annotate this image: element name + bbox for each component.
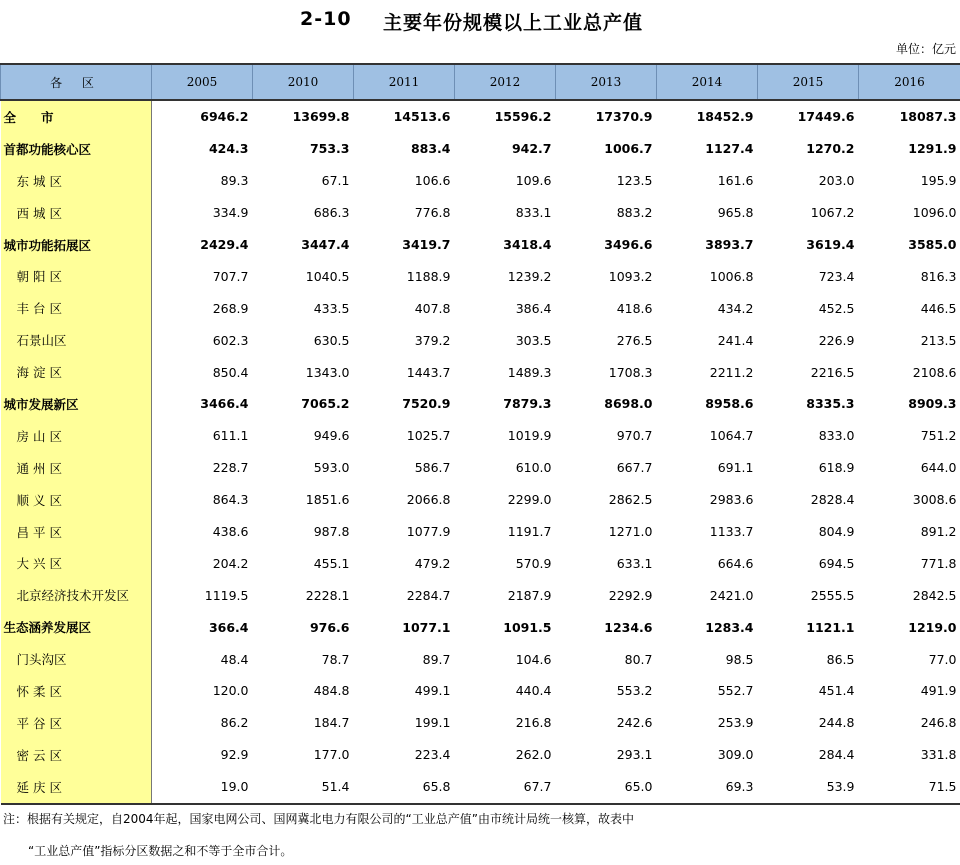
data-table (0, 63, 960, 805)
table-row (1, 547, 960, 579)
row-value-cell: 965.8 (717, 205, 754, 221)
row-value-cell: 86.5 (826, 651, 855, 667)
header-year: 2010 (253, 64, 354, 100)
row-value-cell: 1040.5 (305, 268, 350, 284)
row-value-cell: 2228.1 (305, 587, 350, 603)
table-row (1, 324, 960, 356)
row-value-cell: 644.0 (920, 460, 957, 476)
row-region-name: 海 淀 区 (1, 356, 152, 388)
row-value-cell: 2862.5 (608, 492, 653, 508)
row-region-name: 东 城 区 (1, 165, 152, 197)
row-value-cell: 686.3 (313, 205, 350, 221)
table-row (1, 516, 960, 548)
row-value-cell: 1191.7 (507, 524, 552, 540)
row-region-name: 平 谷 区 (1, 707, 152, 739)
table-row (1, 197, 960, 229)
row-value-cell: 8909.3 (908, 396, 957, 412)
row-value-cell: 2284.7 (406, 587, 451, 603)
row-value-cell: 776.8 (414, 205, 451, 221)
row-value-cell: 707.7 (212, 268, 249, 284)
row-value-cell: 446.5 (920, 300, 957, 316)
row-value-cell: 123.5 (616, 173, 653, 189)
row-value-cell: 104.6 (515, 651, 552, 667)
row-value-cell: 1077.9 (406, 524, 451, 540)
row-value-cell: 1006.8 (709, 268, 754, 284)
row-value-cell: 8335.3 (806, 396, 855, 412)
row-value-cell: 883.2 (616, 205, 653, 221)
table-row (1, 643, 960, 675)
table-row (1, 739, 960, 771)
row-value-cell: 177.0 (313, 747, 350, 763)
row-value-cell: 2421.0 (709, 587, 754, 603)
row-value-cell: 216.8 (515, 715, 552, 731)
row-region-name: 密 云 区 (1, 739, 152, 771)
header-year: 2014 (657, 64, 758, 100)
row-value-cell: 552.7 (717, 683, 754, 699)
row-value-cell: 18087.3 (899, 109, 957, 125)
row-value-cell: 433.5 (313, 300, 350, 316)
header-region: 各 区 (1, 64, 152, 100)
row-value-cell: 1489.3 (507, 364, 552, 380)
row-value-cell: 2066.8 (406, 492, 451, 508)
row-value-cell: 15596.2 (494, 109, 552, 125)
row-value-cell: 262.0 (515, 747, 552, 763)
row-value-cell: 242.6 (616, 715, 653, 731)
row-value-cell: 246.8 (920, 715, 957, 731)
row-value-cell: 3619.4 (806, 237, 855, 252)
row-value-cell: 89.3 (220, 173, 249, 189)
row-value-cell: 804.9 (818, 524, 855, 540)
row-value-cell: 65.0 (556, 771, 657, 804)
row-value-cell: 816.3 (920, 268, 957, 284)
row-value-cell: 7879.3 (503, 396, 552, 412)
table-row (1, 133, 960, 165)
row-value-cell: 987.8 (313, 524, 350, 540)
row-value-cell: 2842.5 (912, 587, 957, 603)
row-region-name: 通 州 区 (1, 452, 152, 484)
row-value-cell: 499.1 (414, 683, 451, 699)
row-value-cell: 226.9 (818, 332, 855, 348)
row-value-cell: 18452.9 (696, 109, 754, 125)
table-number: 2-10 (300, 8, 352, 30)
row-region-name: 朝 阳 区 (1, 260, 152, 292)
row-value-cell: 3008.6 (912, 492, 957, 508)
row-region-name: 生态涵养发展区 (1, 611, 152, 643)
row-value-cell: 610.0 (515, 460, 552, 476)
row-value-cell: 691.1 (717, 460, 754, 476)
row-value-cell: 1067.2 (810, 205, 855, 221)
table-row (1, 675, 960, 707)
row-value-cell: 850.4 (212, 364, 249, 380)
row-value-cell: 1234.6 (604, 619, 653, 635)
row-value-cell: 2429.4 (200, 237, 249, 252)
row-region-name: 房 山 区 (1, 420, 152, 452)
row-value-cell: 71.5 (859, 771, 960, 804)
row-value-cell: 2828.4 (810, 492, 855, 508)
row-value-cell: 2108.6 (912, 364, 957, 380)
row-value-cell: 3893.7 (705, 237, 754, 252)
row-value-cell: 223.4 (414, 747, 451, 763)
row-value-cell: 1270.2 (806, 141, 855, 157)
row-region-name: 门头沟区 (1, 643, 152, 675)
row-value-cell: 1096.0 (912, 205, 957, 221)
table-row (1, 484, 960, 516)
row-value-cell: 3418.4 (503, 237, 552, 252)
row-value-cell: 883.4 (410, 141, 451, 157)
row-region-name: 大 兴 区 (1, 547, 152, 579)
row-value-cell: 440.4 (515, 683, 552, 699)
row-value-cell: 667.7 (616, 460, 653, 476)
row-value-cell: 120.0 (212, 683, 249, 699)
row-value-cell: 418.6 (616, 300, 653, 316)
row-value-cell: 1239.2 (507, 268, 552, 284)
table-row (1, 452, 960, 484)
row-value-cell: 17370.9 (595, 109, 653, 125)
row-value-cell: 161.6 (717, 173, 754, 189)
header-year: 2011 (354, 64, 455, 100)
row-value-cell: 455.1 (313, 555, 350, 571)
row-value-cell: 65.8 (354, 771, 455, 804)
row-value-cell: 949.6 (313, 428, 350, 444)
row-value-cell: 86.2 (220, 715, 249, 731)
row-region-name: 顺 义 区 (1, 484, 152, 516)
row-value-cell: 1077.1 (402, 619, 451, 635)
row-value-cell: 891.2 (920, 524, 957, 540)
row-value-cell: 7065.2 (301, 396, 350, 412)
row-value-cell: 586.7 (414, 460, 451, 476)
row-region-name: 怀 柔 区 (1, 675, 152, 707)
row-value-cell: 106.6 (414, 173, 451, 189)
header-year: 2012 (455, 64, 556, 100)
row-value-cell: 1708.3 (608, 364, 653, 380)
row-value-cell: 618.9 (818, 460, 855, 476)
row-value-cell: 1851.6 (305, 492, 350, 508)
row-value-cell: 48.4 (220, 651, 249, 667)
row-value-cell: 771.8 (920, 555, 957, 571)
table-row (1, 229, 960, 261)
table-row (1, 579, 960, 611)
row-value-cell: 491.9 (920, 683, 957, 699)
row-value-cell: 833.0 (818, 428, 855, 444)
row-value-cell: 753.3 (309, 141, 350, 157)
row-value-cell: 694.5 (818, 555, 855, 571)
row-value-cell: 69.3 (657, 771, 758, 804)
row-value-cell: 723.4 (818, 268, 855, 284)
row-value-cell: 602.3 (212, 332, 249, 348)
row-region-name: 全 市 (1, 100, 152, 133)
table-title-text: 主要年份规模以上工业总产值 (383, 12, 644, 34)
row-value-cell: 1443.7 (406, 364, 451, 380)
row-value-cell: 424.3 (208, 141, 249, 157)
row-value-cell: 452.5 (818, 300, 855, 316)
row-value-cell: 6946.2 (200, 109, 249, 125)
row-value-cell: 268.9 (212, 300, 249, 316)
row-value-cell: 2187.9 (507, 587, 552, 603)
row-region-name: 昌 平 区 (1, 516, 152, 548)
row-value-cell: 366.4 (208, 619, 249, 635)
row-value-cell: 2211.2 (709, 364, 754, 380)
header-year: 2005 (152, 64, 253, 100)
row-value-cell: 77.0 (928, 651, 957, 667)
row-value-cell: 7520.9 (402, 396, 451, 412)
row-value-cell: 1133.7 (709, 524, 754, 540)
row-value-cell: 309.0 (717, 747, 754, 763)
row-value-cell: 241.4 (717, 332, 754, 348)
row-value-cell: 284.4 (818, 747, 855, 763)
row-value-cell: 833.1 (515, 205, 552, 221)
row-value-cell: 228.7 (212, 460, 249, 476)
row-value-cell: 213.5 (920, 332, 957, 348)
row-value-cell: 3496.6 (604, 237, 653, 252)
header-year: 2016 (859, 64, 960, 100)
row-value-cell: 1127.4 (705, 141, 754, 157)
table-row (1, 611, 960, 643)
row-value-cell: 1119.5 (204, 587, 249, 603)
row-value-cell: 92.9 (220, 747, 249, 763)
row-region-name: 丰 台 区 (1, 292, 152, 324)
row-value-cell: 751.2 (920, 428, 957, 444)
header-year: 2015 (758, 64, 859, 100)
row-value-cell: 1025.7 (406, 428, 451, 444)
table-row (1, 771, 960, 804)
row-value-cell: 1219.0 (908, 619, 957, 635)
row-value-cell: 89.7 (422, 651, 451, 667)
row-region-name: 城市发展新区 (1, 388, 152, 420)
table-row (1, 292, 960, 324)
row-value-cell: 13699.8 (292, 109, 350, 125)
row-value-cell: 184.7 (313, 715, 350, 731)
row-value-cell: 434.2 (717, 300, 754, 316)
row-value-cell: 970.7 (616, 428, 653, 444)
row-value-cell: 3447.4 (301, 237, 350, 252)
row-value-cell: 611.1 (212, 428, 249, 444)
row-region-name: 首都功能核心区 (1, 133, 152, 165)
row-value-cell: 386.4 (515, 300, 552, 316)
row-value-cell: 293.1 (616, 747, 653, 763)
row-value-cell: 1188.9 (406, 268, 451, 284)
row-value-cell: 479.2 (414, 555, 451, 571)
row-region-name: 城市功能拓展区 (1, 229, 152, 261)
row-value-cell: 1019.9 (507, 428, 552, 444)
row-value-cell: 1121.1 (806, 619, 855, 635)
table-title (0, 4, 960, 34)
row-value-cell: 1091.5 (503, 619, 552, 635)
row-value-cell: 98.5 (725, 651, 754, 667)
row-value-cell: 53.9 (758, 771, 859, 804)
unit-label: 单位：亿元 (895, 42, 956, 56)
row-value-cell: 2983.6 (709, 492, 754, 508)
row-value-cell: 1093.2 (608, 268, 653, 284)
row-value-cell: 204.2 (212, 555, 249, 571)
footnote-line-1: 注：根据有关规定，自2004年起，国家电网公司、国网冀北电力有限公司的“工业总产值”由市统计局统一核算，故表中 (3, 812, 634, 826)
table-row (1, 356, 960, 388)
row-value-cell: 67.1 (321, 173, 350, 189)
row-value-cell: 334.9 (212, 205, 249, 221)
row-value-cell: 630.5 (313, 332, 350, 348)
row-value-cell: 438.6 (212, 524, 249, 540)
row-value-cell: 570.9 (515, 555, 552, 571)
row-value-cell: 8698.0 (604, 396, 653, 412)
row-value-cell: 19.0 (152, 771, 253, 804)
row-value-cell: 276.5 (616, 332, 653, 348)
row-value-cell: 17449.6 (797, 109, 855, 125)
row-value-cell: 553.2 (616, 683, 653, 699)
row-value-cell: 664.6 (717, 555, 754, 571)
row-value-cell: 51.4 (253, 771, 354, 804)
row-value-cell: 484.8 (313, 683, 350, 699)
row-value-cell: 80.7 (624, 651, 653, 667)
row-value-cell: 1343.0 (305, 364, 350, 380)
row-value-cell: 109.6 (515, 173, 552, 189)
table-row (1, 100, 960, 133)
row-value-cell: 78.7 (321, 651, 350, 667)
row-value-cell: 2299.0 (507, 492, 552, 508)
row-value-cell: 1283.4 (705, 619, 754, 635)
row-value-cell: 3419.7 (402, 237, 451, 252)
table-row (1, 165, 960, 197)
row-value-cell: 3466.4 (200, 396, 249, 412)
row-value-cell: 303.5 (515, 332, 552, 348)
row-region-name: 延 庆 区 (1, 771, 152, 804)
header-row (1, 64, 960, 100)
row-value-cell: 253.9 (717, 715, 754, 731)
row-region-name: 石景山区 (1, 324, 152, 356)
row-region-name: 西 城 区 (1, 197, 152, 229)
row-value-cell: 14513.6 (393, 109, 451, 125)
row-value-cell: 1291.9 (908, 141, 957, 157)
row-value-cell: 1006.7 (604, 141, 653, 157)
row-value-cell: 1271.0 (608, 524, 653, 540)
table-row (1, 707, 960, 739)
table-row (1, 420, 960, 452)
row-value-cell: 67.7 (455, 771, 556, 804)
row-value-cell: 195.9 (920, 173, 957, 189)
row-value-cell: 407.8 (414, 300, 451, 316)
table-row (1, 260, 960, 292)
row-value-cell: 199.1 (414, 715, 451, 731)
row-value-cell: 2216.5 (810, 364, 855, 380)
row-value-cell: 203.0 (818, 173, 855, 189)
header-year: 2013 (556, 64, 657, 100)
footnote-line-2: “工业总产值”指标分区数据之和不等于全市合计。 (28, 844, 293, 858)
row-value-cell: 379.2 (414, 332, 451, 348)
row-value-cell: 244.8 (818, 715, 855, 731)
row-value-cell: 451.4 (818, 683, 855, 699)
row-value-cell: 2555.5 (810, 587, 855, 603)
row-value-cell: 8958.6 (705, 396, 754, 412)
row-value-cell: 976.6 (309, 619, 350, 635)
row-value-cell: 864.3 (212, 492, 249, 508)
row-region-name: 北京经济技术开发区 (1, 579, 152, 611)
row-value-cell: 593.0 (313, 460, 350, 476)
table-row (1, 388, 960, 420)
row-value-cell: 942.7 (511, 141, 552, 157)
row-value-cell: 331.8 (920, 747, 957, 763)
row-value-cell: 3585.0 (908, 237, 957, 252)
row-value-cell: 2292.9 (608, 587, 653, 603)
row-value-cell: 1064.7 (709, 428, 754, 444)
row-value-cell: 633.1 (616, 555, 653, 571)
